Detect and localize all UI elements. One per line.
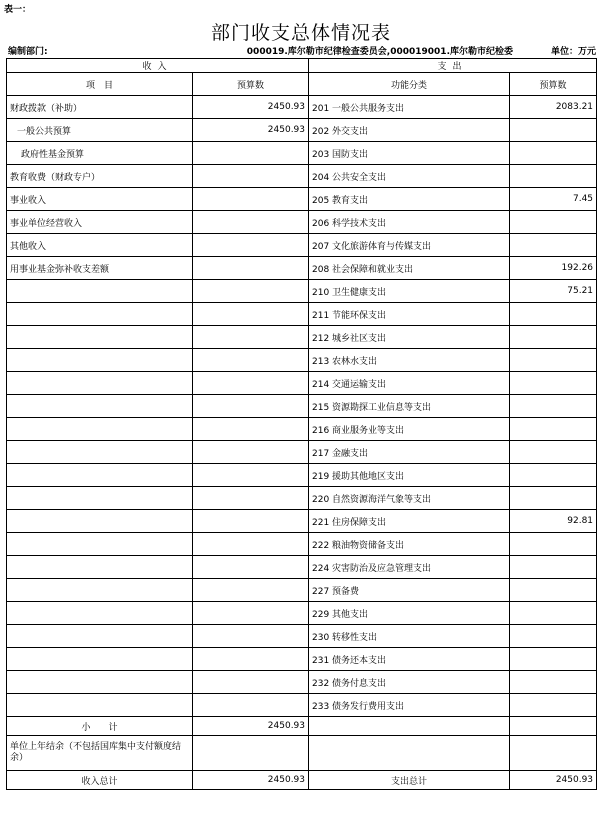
income-item-cell xyxy=(7,441,193,464)
income-amount-cell xyxy=(193,165,309,188)
expense-item-cell: 224 灾害防治及应急管理支出 xyxy=(309,556,510,579)
expense-amount-cell xyxy=(510,142,597,165)
grand-total-row xyxy=(7,771,597,790)
page-title: 部门收支总体情况表 xyxy=(210,22,391,44)
income-item-cell xyxy=(7,303,193,326)
budget-table xyxy=(6,58,597,790)
table-body xyxy=(7,96,597,717)
income-item-cell: 事业单位经营收入 xyxy=(7,211,193,234)
table-row xyxy=(7,349,597,372)
expense-amount-cell xyxy=(510,303,597,326)
income-total-label: 收入总计 xyxy=(7,771,193,790)
income-amount-cell xyxy=(193,648,309,671)
income-amount-cell xyxy=(193,625,309,648)
expense-item-cell: 219 援助其他地区支出 xyxy=(309,464,510,487)
table-row xyxy=(7,671,597,694)
unit-value: 000019.库尔勒市纪律检查委员会,000019001.库尔勒市纪检委 xyxy=(246,47,513,57)
income-total-amount: 2450.93 xyxy=(193,771,309,790)
expense-amount-cell: 75.21 xyxy=(510,280,597,303)
table-row xyxy=(7,119,597,142)
income-item-cell xyxy=(7,418,193,441)
income-amount-cell xyxy=(193,579,309,602)
expense-item-cell: 205 教育支出 xyxy=(309,188,510,211)
income-item-cell xyxy=(7,694,193,717)
income-item-cell: 用事业基金弥补收支差额 xyxy=(7,257,193,280)
table-label: 表一： xyxy=(4,5,32,15)
table-row xyxy=(7,280,597,303)
income-item-cell: 其他收入 xyxy=(7,234,193,257)
income-amount-cell xyxy=(193,395,309,418)
expense-section-header: 支出 xyxy=(309,59,597,73)
expense-amount-cell xyxy=(510,464,597,487)
income-amount-cell xyxy=(193,533,309,556)
income-amount-cell: 2450.93 xyxy=(193,119,309,142)
col-header-budget: 预算数 xyxy=(193,73,309,96)
income-amount-cell xyxy=(193,602,309,625)
expense-item-cell: 212 城乡社区支出 xyxy=(309,326,510,349)
income-amount-cell xyxy=(193,418,309,441)
expense-amount-cell: 92.81 xyxy=(510,510,597,533)
income-item-cell: 财政拨款（补助） xyxy=(7,96,193,119)
table-row xyxy=(7,556,597,579)
expense-amount-cell xyxy=(510,648,597,671)
carryover-label: 单位上年结余（不包括国库集中支付额度结余） xyxy=(7,736,193,771)
expense-amount-cell xyxy=(510,234,597,257)
expense-item-cell: 202 外交支出 xyxy=(309,119,510,142)
table-row xyxy=(7,694,597,717)
expense-item-cell: 227 预备费 xyxy=(309,579,510,602)
income-amount-cell xyxy=(193,441,309,464)
col-header-function: 功能分类 xyxy=(309,73,510,96)
income-item-cell: 一般公共预算 xyxy=(7,119,193,142)
income-item-cell xyxy=(7,464,193,487)
table-row xyxy=(7,96,597,119)
income-item-cell xyxy=(7,579,193,602)
subtotal-empty-cell xyxy=(510,717,597,736)
expense-amount-cell xyxy=(510,671,597,694)
expense-total-label: 支出总计 xyxy=(309,771,510,790)
income-item-cell xyxy=(7,533,193,556)
table-row xyxy=(7,257,597,280)
income-item-cell xyxy=(7,372,193,395)
expense-amount-cell xyxy=(510,165,597,188)
table-row xyxy=(7,395,597,418)
income-amount-cell xyxy=(193,510,309,533)
table-row xyxy=(7,303,597,326)
income-item-cell xyxy=(7,671,193,694)
income-item-cell: 事业收入 xyxy=(7,188,193,211)
expense-item-cell: 220 自然资源海洋气象等支出 xyxy=(309,487,510,510)
income-item-cell xyxy=(7,625,193,648)
col-header-item: 项 目 xyxy=(7,73,193,96)
carryover-amount xyxy=(193,736,309,771)
subtotal-amount: 2450.93 xyxy=(193,717,309,736)
subtotal-empty-cell xyxy=(309,717,510,736)
expense-item-cell: 213 农林水支出 xyxy=(309,349,510,372)
income-item-cell xyxy=(7,510,193,533)
expense-item-cell: 217 金融支出 xyxy=(309,441,510,464)
expense-amount-cell: 2083.21 xyxy=(510,96,597,119)
expense-item-cell: 204 公共安全支出 xyxy=(309,165,510,188)
table-row xyxy=(7,464,597,487)
expense-amount-cell xyxy=(510,533,597,556)
expense-item-cell: 206 科学技术支出 xyxy=(309,211,510,234)
income-amount-cell xyxy=(193,487,309,510)
expense-amount-cell xyxy=(510,211,597,234)
income-item-cell: 教育收费（财政专户） xyxy=(7,165,193,188)
income-amount-cell xyxy=(193,349,309,372)
expense-item-cell: 210 卫生健康支出 xyxy=(309,280,510,303)
carryover-empty-cell xyxy=(510,736,597,771)
expense-item-cell: 207 文化旅游体育与传媒支出 xyxy=(309,234,510,257)
income-amount-cell xyxy=(193,303,309,326)
expense-amount-cell: 7.45 xyxy=(510,188,597,211)
income-item-cell xyxy=(7,349,193,372)
income-amount-cell xyxy=(193,326,309,349)
expense-item-cell: 215 资源勘探工业信息等支出 xyxy=(309,395,510,418)
income-item-cell xyxy=(7,602,193,625)
expense-amount-cell xyxy=(510,602,597,625)
income-amount-cell xyxy=(193,142,309,165)
table-row xyxy=(7,510,597,533)
carryover-empty-cell xyxy=(309,736,510,771)
income-item-cell xyxy=(7,326,193,349)
expense-amount-cell xyxy=(510,349,597,372)
expense-amount-cell xyxy=(510,119,597,142)
expense-item-cell: 201 一般公共服务支出 xyxy=(309,96,510,119)
table-row xyxy=(7,234,597,257)
income-amount-cell xyxy=(193,694,309,717)
income-item-cell: 政府性基金预算 xyxy=(7,142,193,165)
expense-item-cell: 208 社会保障和就业支出 xyxy=(309,257,510,280)
carryover-row xyxy=(7,736,597,771)
income-amount-cell xyxy=(193,464,309,487)
income-amount-cell xyxy=(193,211,309,234)
table-row xyxy=(7,441,597,464)
table-row xyxy=(7,372,597,395)
expense-total-amount: 2450.93 xyxy=(510,771,597,790)
col-header-budget2: 预算数 xyxy=(510,73,597,96)
table-row xyxy=(7,326,597,349)
expense-amount-cell xyxy=(510,418,597,441)
expense-item-cell: 230 转移性支出 xyxy=(309,625,510,648)
table-row xyxy=(7,533,597,556)
subtotal-label: 小 计 xyxy=(7,717,193,736)
expense-item-cell: 214 交通运输支出 xyxy=(309,372,510,395)
income-item-cell xyxy=(7,648,193,671)
expense-amount-cell xyxy=(510,487,597,510)
expense-amount-cell xyxy=(510,326,597,349)
income-amount-cell xyxy=(193,234,309,257)
income-amount-cell xyxy=(193,556,309,579)
table-row xyxy=(7,602,597,625)
expense-item-cell: 222 粮油物资储备支出 xyxy=(309,533,510,556)
table-row xyxy=(7,418,597,441)
expense-amount-cell xyxy=(510,579,597,602)
unit-label: 编制部门: xyxy=(8,47,48,57)
expense-amount-cell xyxy=(510,556,597,579)
expense-item-cell: 221 住房保障支出 xyxy=(309,510,510,533)
table-row xyxy=(7,211,597,234)
expense-item-cell: 203 国防支出 xyxy=(309,142,510,165)
table-row xyxy=(7,487,597,510)
table-row xyxy=(7,579,597,602)
table-row xyxy=(7,648,597,671)
expense-amount-cell xyxy=(510,395,597,418)
income-amount-cell: 2450.93 xyxy=(193,96,309,119)
expense-item-cell: 211 节能环保支出 xyxy=(309,303,510,326)
subtotal-row xyxy=(7,717,597,736)
income-item-cell xyxy=(7,280,193,303)
expense-amount-cell xyxy=(510,441,597,464)
expense-amount-cell xyxy=(510,625,597,648)
expense-amount-cell xyxy=(510,694,597,717)
expense-item-cell: 229 其他支出 xyxy=(309,602,510,625)
income-item-cell xyxy=(7,556,193,579)
table-row xyxy=(7,165,597,188)
expense-item-cell: 232 债务付息支出 xyxy=(309,671,510,694)
income-amount-cell xyxy=(193,280,309,303)
expense-amount-cell: 192.26 xyxy=(510,257,597,280)
income-section-header: 收入 xyxy=(7,59,309,73)
expense-item-cell: 216 商业服务业等支出 xyxy=(309,418,510,441)
expense-amount-cell xyxy=(510,372,597,395)
table-row xyxy=(7,142,597,165)
expense-item-cell: 231 债务还本支出 xyxy=(309,648,510,671)
income-item-cell xyxy=(7,487,193,510)
currency-unit: 单位：万元 xyxy=(550,47,596,57)
expense-item-cell: 233 债务发行费用支出 xyxy=(309,694,510,717)
income-item-cell xyxy=(7,395,193,418)
income-amount-cell xyxy=(193,257,309,280)
table-row xyxy=(7,625,597,648)
income-amount-cell xyxy=(193,188,309,211)
table-row xyxy=(7,188,597,211)
income-amount-cell xyxy=(193,372,309,395)
income-amount-cell xyxy=(193,671,309,694)
